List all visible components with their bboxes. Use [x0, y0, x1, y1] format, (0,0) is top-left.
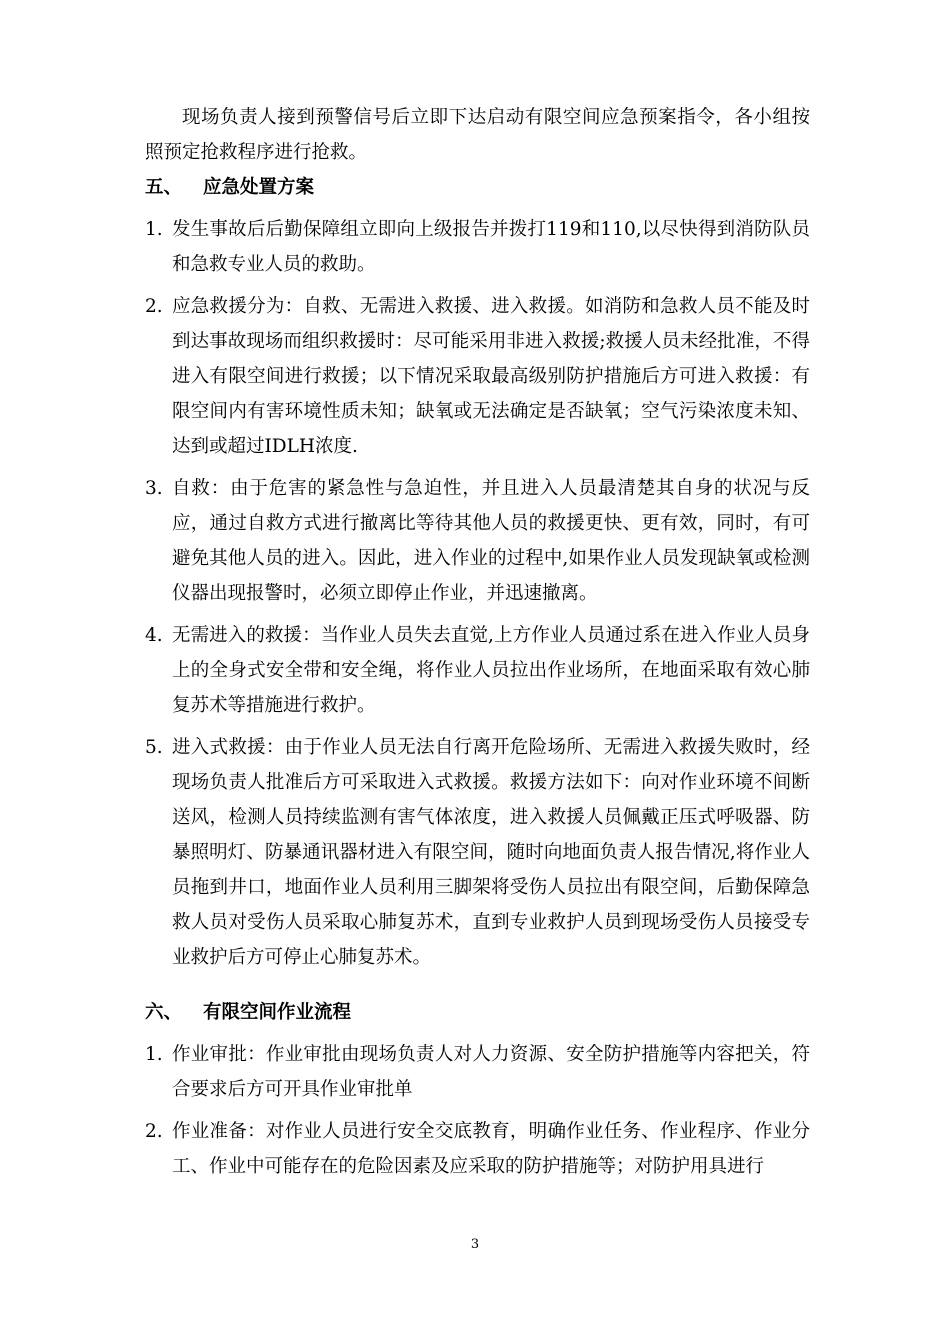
item-text: 无需进入的救援：当作业人员失去直觉,上方作业人员通过系在进入作业人员身上的全身式安全带和安全绳，将作业人员拉出作业场所，在地面采取有效心肺复苏术等措施进行救护。 [172, 625, 810, 716]
section-6-title: 有限空间作业流程 [203, 1002, 352, 1023]
list-item [145, 1114, 810, 1184]
item-text: 应急救援分为：自救、无需进入救援、进入救援。如消防和急救人员不能及时到达事故现场而组织救援时：尽可能采用非进入救援;救援人员未经批准，不得进入有限空间进行救援；以下情况采取最高级别防护措施后方可进入救援：有限空间内有害环境性质未知；缺氧或无法确定是否缺氧；空气污染浓度未知、达到或超过IDLH浓度. [172, 296, 810, 457]
intro-paragraph: 现场负责人接到预警信号后立即下达启动有限空间应急预案指令，各小组按照预定抢救程序进行抢救。 [145, 107, 810, 163]
page-number: 3 [470, 1237, 480, 1252]
item-text: 自救：由于危害的紧急性与急迫性，并且进入人员最清楚其自身的状况与反应，通过自救方式进行撤离比等待其他人员的救援更快、更有效，同时，有可避免其他人员的进入。因此，进入作业的过程中,如果作业人员发现缺氧或检测仪器出现报警时，必须立即停止作业，并迅速撤离。 [172, 478, 810, 604]
list-item [145, 730, 810, 975]
item-text: 作业审批：作业审批由现场负责人对人力资源、安全防护措施等内容把关，符合要求后方可开具作业审批单 [172, 1044, 810, 1100]
item-marker: 1. [145, 219, 163, 240]
list-item [145, 618, 810, 723]
list-item [145, 471, 810, 611]
item-text: 进入式救援：由于作业人员无法自行离开危险场所、无需进入救援失败时，经现场负责人批准后方可采取进入式救援。救援方法如下：向对作业环境不间断送风，检测人员持续监测有害气体浓度，进入救援人员佩戴正压式呼吸器、防暴照明灯、防暴通讯器材进入有限空间，随时向地面负责人报告情况,将作业人员拖到井口，地面作业人员利用三脚架将受伤人员拉出有限空间，后勤保障急救人员对受伤人员采取心肺复苏术，直到专业救护人员到现场受伤人员接受专业救护后方可停止心肺复苏术。 [172, 737, 810, 968]
list-item [145, 289, 810, 464]
list-item [145, 1037, 810, 1107]
section-5-title: 应急处置方案 [203, 177, 315, 198]
item-marker: 1. [145, 1044, 163, 1065]
item-text: 作业准备：对作业人员进行安全交底教育，明确作业任务、作业程序、作业分工、作业中可能存在的危险因素及应采取的防护措施等；对防护用具进行 [172, 1121, 810, 1177]
item-marker: 2. [145, 296, 163, 317]
section-6-heading [145, 995, 351, 1030]
section-5-list [145, 212, 810, 975]
section-5-heading [145, 170, 314, 205]
item-marker: 2. [145, 1121, 163, 1142]
item-marker: 3. [145, 478, 163, 499]
section-6-number: 六、 [145, 1002, 183, 1023]
section-5-number: 五、 [145, 177, 183, 198]
list-item [145, 212, 810, 282]
item-text: 发生事故后后勤保障组立即向上级报告并拨打119和110,以尽快得到消防队员和急救专业人员的救助。 [172, 219, 810, 275]
section-6-list [145, 1037, 810, 1184]
item-marker: 4. [145, 625, 163, 646]
item-marker: 5. [145, 737, 163, 758]
